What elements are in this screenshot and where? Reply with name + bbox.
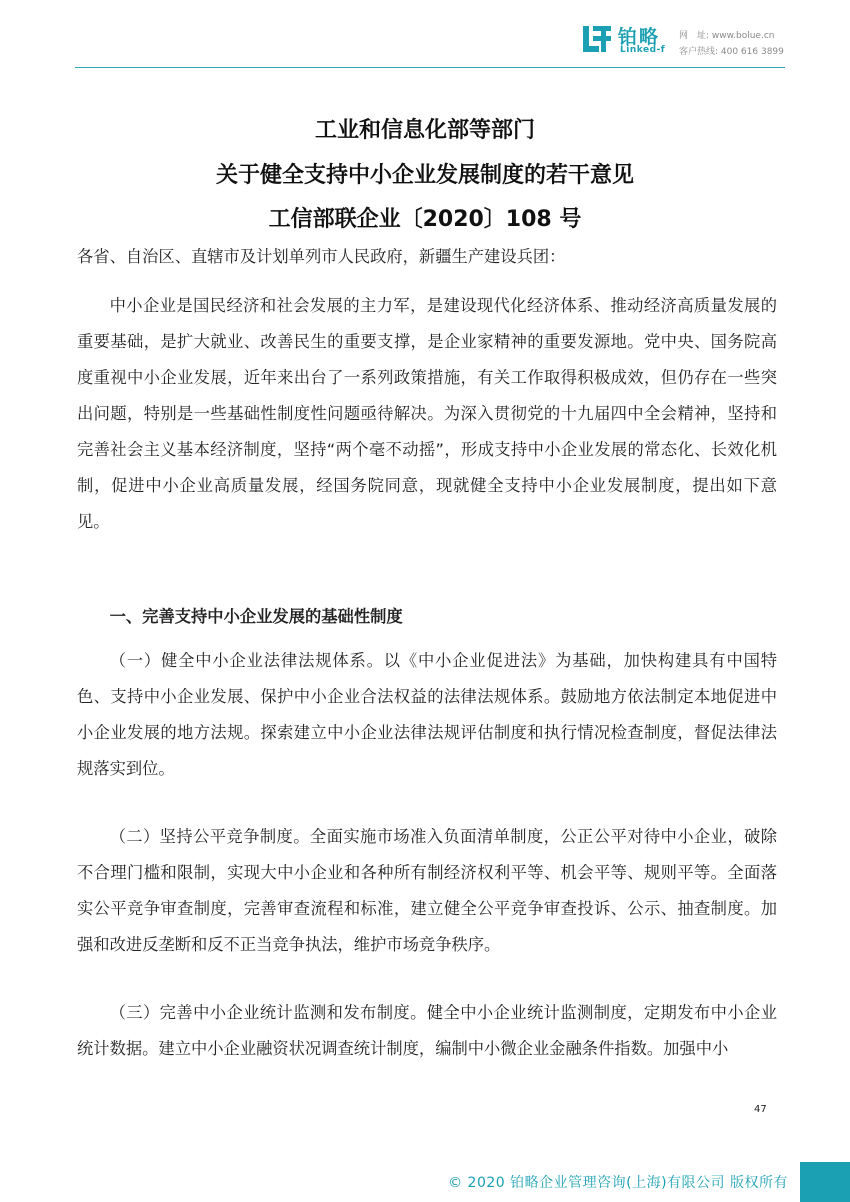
intro-paragraph: 中小企业是国民经济和社会发展的主力军，是建设现代化经济体系、推动经济高质量发展的重要基础，是扩大就业、改善民生的重要支撑，是企业家精神的重要发源地。党中央、国务院高度重视中小企业发展，近年来出台了一系列政策措施，有关工作取得积极成效，但仍存在一些突出问题，特别是一些基础性制度性问题亟待解决。为深入贯彻党的十九届四中全会精神，坚持和完善社会主义基本经济制度，坚持“两个毫不动摇”，形成支持中小企业发展的常态化、长效化机制，促进中小企业高质量发展，经国务院同意，现就健全支持中小企业发展制度，提出如下意见。 — [77, 296, 777, 531]
document-title-line1: 工业和信息化部等部门 — [314, 118, 535, 143]
section-item-3: （三）完善中小企业统计监测和发布制度。健全中小企业统计监测制度，定期发布中小企业统计数据。建立中小企业融资状况调查统计制度，编制中小微企业金融条件指数。加强中小 — [77, 1003, 777, 1058]
document-number: 工信部联企业〔2020〕108 号 — [268, 207, 582, 232]
brand-logo-icon — [583, 24, 613, 54]
section-item-2: （二）坚持公平竞争制度。全面实施市场准入负面清单制度，公正公平对待中小企业，破除不合理门槛和限制，实现大中小企业和各种所有制经济权利平等、机会平等、规则平等。全面落实公平竞争审查制度，完善审查流程和标准，建立健全公平竞争审查投诉、公示、抽查制度。加强和改进反垄断和反不正当竞争执法，维护市场竞争秩序。 — [77, 827, 777, 954]
brand-name-cn: 铂略 — [618, 26, 661, 48]
document-title-line2: 关于健全支持中小企业发展制度的若干意见 — [215, 163, 634, 188]
website-text: 网 址: www.bolue.cn — [679, 31, 775, 41]
hotline-text: 客户热线: 400 616 3899 — [679, 47, 784, 57]
salutation: 各省、自治区、直辖市及计划单列市人民政府，新疆生产建设兵团： — [77, 247, 566, 266]
footer-accent-block — [800, 1162, 850, 1202]
header-divider — [75, 67, 785, 68]
footer-copyright: © 2020 铂略企业管理咨询(上海)有限公司 版权所有 — [448, 1175, 788, 1191]
brand-name-en: Linked-f — [620, 45, 666, 55]
section-heading: 一、完善支持中小企业发展的基础性制度 — [109, 607, 403, 626]
page-number: 47 — [754, 1104, 767, 1115]
contact-info — [679, 28, 784, 60]
section-item-1: （一）健全中小企业法律法规体系。以《中小企业促进法》为基础，加快构建具有中国特色、支持中小企业发展、保护中小企业合法权益的法律法规体系。鼓励地方依法制定本地促进中小企业发展的地方法规。探索建立中小企业法律法规评估制度和执行情况检查制度，督促法律法规落实到位。 — [77, 651, 777, 778]
